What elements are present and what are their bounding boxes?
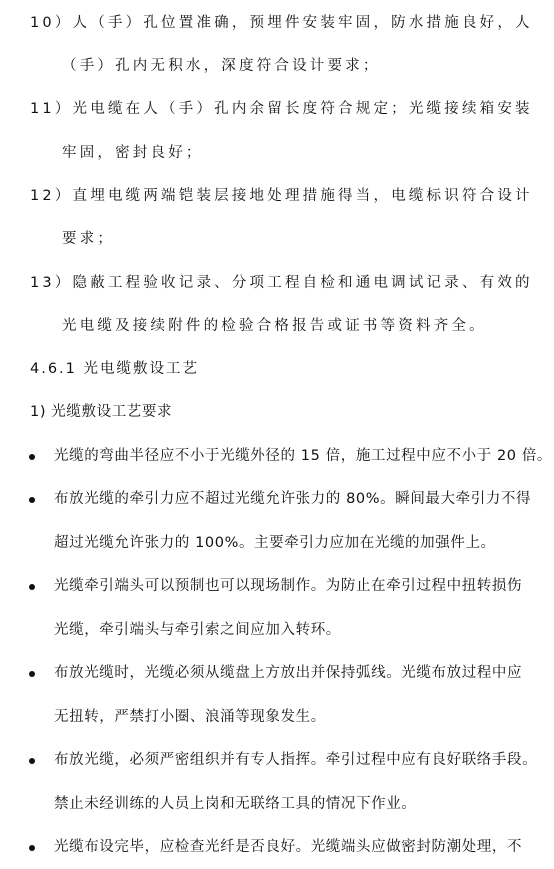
text-line-item-12b: 要求； xyxy=(62,231,116,247)
bullet-text-5a: 布放光缆，必须严密组织并有专人指挥。牵引过程中应有良好联络手段。 xyxy=(54,752,538,768)
bullet-text-2b: 超过光缆允许张力的 100%。主要牵引力应加在光缆的加强件上。 xyxy=(54,535,496,551)
text-line-item-10b: （手）孔内无积水，深度符合设计要求； xyxy=(62,58,381,74)
bullet-icon xyxy=(29,584,35,590)
text-line-item-12a: 12）直埋电缆两端铠装层接地处理措施得当，电缆标识符合设计 xyxy=(30,188,533,204)
bullet-icon xyxy=(29,454,35,460)
text-line-item-10a: 10）人（手）孔位置准确，预埋件安装牢固，防水措施良好，人 xyxy=(30,15,533,31)
bullet-icon xyxy=(29,845,35,851)
text-line-item-13b: 光电缆及接续附件的检验合格报告或证书等资料齐全。 xyxy=(62,318,487,334)
bullet-text-4a: 布放光缆时，光缆必须从缆盘上方放出并保持弧线。光缆布放过程中应 xyxy=(54,665,523,681)
text-line-item-13a: 13）隐蔽工程验收记录、分项工程自检和通电调试记录、有效的 xyxy=(30,275,533,291)
bullet-text-3a: 光缆牵引端头可以预制也可以现场制作。为防止在牵引过程中扭转损伤 xyxy=(54,578,523,594)
bullet-text-4b: 无扭转，严禁打小圈、浪涌等现象发生。 xyxy=(54,709,326,725)
bullet-text-5b: 禁止未经训练的人员上岗和无联络工具的情况下作业。 xyxy=(54,796,417,812)
bullet-text-3b: 光缆，牵引端头与牵引索之间应加入转环。 xyxy=(54,622,341,638)
bullet-text-1: 光缆的弯曲半径应不小于光缆外径的 15 倍，施工过程中应不小于 20 倍。 xyxy=(54,448,553,464)
section-heading: 4.6.1 光电缆敷设工艺 xyxy=(30,361,200,377)
bullet-text-2a: 布放光缆的牵引力应不超过光缆允许张力的 80%。瞬间最大牵引力不得 xyxy=(54,491,532,507)
bullet-icon xyxy=(29,497,35,503)
bullet-icon xyxy=(29,758,35,764)
bullet-text-6a: 光缆布设完毕，应检查光纤是否良好。光缆端头应做密封防潮处理，不 xyxy=(54,839,523,855)
text-line-item-11a: 11）光电缆在人（手）孔内余留长度符合规定；光缆接续箱安装 xyxy=(30,101,533,117)
subsection-heading: 1) 光缆敷设工艺要求 xyxy=(30,404,173,420)
bullet-icon xyxy=(29,671,35,677)
text-line-item-11b: 牢固，密封良好； xyxy=(62,145,204,161)
